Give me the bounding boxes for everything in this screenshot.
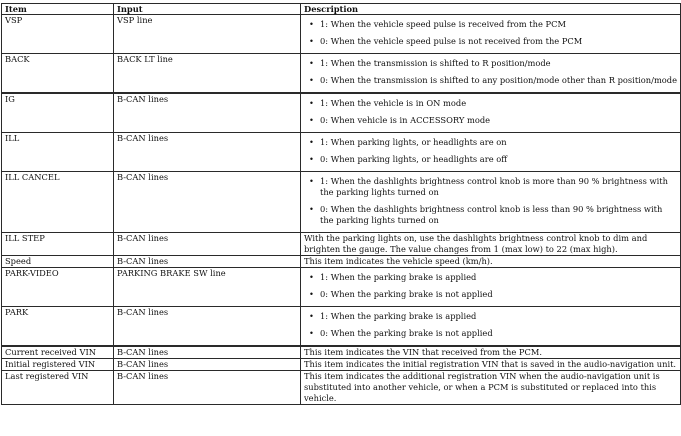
table-row [2, 346, 681, 359]
input-cell: B-CAN lines [114, 172, 301, 233]
item-cell: IG [2, 93, 114, 133]
description-cell [301, 233, 681, 256]
table-row [2, 15, 681, 54]
description-cell [301, 346, 681, 359]
description-cell [301, 172, 681, 233]
table-row [2, 256, 681, 268]
description-cell [301, 93, 681, 133]
list-item: • 1: When the vehicle is in ON mode [304, 98, 678, 109]
list-item: • 1: When the transmission is shifted to R position/mode [304, 58, 678, 69]
description-cell [301, 15, 681, 54]
table-row [2, 359, 681, 371]
description-text: This item indicates the VIN that received from the PCM. [304, 347, 542, 357]
input-cell: B-CAN lines [114, 233, 301, 256]
table-row [2, 133, 681, 172]
description-list [304, 19, 678, 47]
input-cell: B-CAN lines [114, 307, 301, 347]
description-list [304, 272, 678, 300]
table-row [2, 371, 681, 405]
header-item: Item [2, 4, 114, 15]
table-row [2, 93, 681, 133]
input-cell: VSP line [114, 15, 301, 54]
description-list [304, 58, 678, 86]
description-cell [301, 307, 681, 347]
list-item: • 0: When vehicle is in ACCESSORY mode [304, 115, 678, 126]
list-item: • 0: When parking lights, or headlights are off [304, 154, 678, 165]
list-item: • 0: When the dashlights brightness control knob is less than 90 % brightness with the parking lights turned on [304, 204, 678, 226]
table-row [2, 233, 681, 256]
description-cell [301, 359, 681, 371]
description-cell [301, 133, 681, 172]
description-text: This item indicates the vehicle speed (km/h). [304, 256, 493, 266]
item-cell: Initial registered VIN [2, 359, 114, 371]
item-cell: Speed [2, 256, 114, 268]
table-row [2, 54, 681, 94]
item-cell: VSP [2, 15, 114, 54]
item-cell: Current received VIN [2, 346, 114, 359]
description-cell [301, 268, 681, 307]
description-list [304, 311, 678, 339]
list-item: • 0: When the parking brake is not applied [304, 328, 678, 339]
item-cell: ILL [2, 133, 114, 172]
description-text: This item indicates the additional registration VIN when the audio-navigation unit is substituted into another vehicle, or when a PCM is substituted or replaced into this vehicle. [304, 371, 660, 403]
input-cell: BACK LT line [114, 54, 301, 94]
input-cell: B-CAN lines [114, 359, 301, 371]
item-cell: ILL CANCEL [2, 172, 114, 233]
list-item: • 0: When the transmission is shifted to any position/mode other than R position/mode [304, 75, 678, 86]
list-item: • 1: When the parking brake is applied [304, 272, 678, 283]
item-cell: PARK [2, 307, 114, 347]
description-text: With the parking lights on, use the dashlights brightness control knob to dim and brighten the gauge. The value changes from 1 (max low) to 22 (max high). [304, 233, 648, 254]
table-row [2, 268, 681, 307]
list-item: • 1: When the parking brake is applied [304, 311, 678, 322]
description-list [304, 137, 678, 165]
description-list [304, 176, 678, 226]
header-description: Description [301, 4, 681, 15]
list-item: • 0: When the parking brake is not applied [304, 289, 678, 300]
description-text: This item indicates the initial registration VIN that is saved in the audio-navigation unit. [304, 359, 677, 369]
item-input-description-table [1, 3, 681, 405]
input-cell: B-CAN lines [114, 256, 301, 268]
item-cell: PARK-VIDEO [2, 268, 114, 307]
item-cell: BACK [2, 54, 114, 94]
list-item: • 1: When parking lights, or headlights are on [304, 137, 678, 148]
input-cell: PARKING BRAKE SW line [114, 268, 301, 307]
input-cell: B-CAN lines [114, 133, 301, 172]
description-list [304, 98, 678, 126]
table-row [2, 172, 681, 233]
list-item: • 1: When the dashlights brightness control knob is more than 90 % brightness with the parking lights turned on [304, 176, 678, 198]
input-cell: B-CAN lines [114, 346, 301, 359]
description-cell [301, 54, 681, 94]
description-cell [301, 371, 681, 405]
header-input: Input [114, 4, 301, 15]
input-cell: B-CAN lines [114, 93, 301, 133]
list-item: • 0: When the vehicle speed pulse is not received from the PCM [304, 36, 678, 47]
list-item: • 1: When the vehicle speed pulse is received from the PCM [304, 19, 678, 30]
table-row [2, 307, 681, 347]
description-cell [301, 256, 681, 268]
table-header-row [2, 4, 681, 15]
item-cell: Last registered VIN [2, 371, 114, 405]
item-cell: ILL STEP [2, 233, 114, 256]
input-cell: B-CAN lines [114, 371, 301, 405]
